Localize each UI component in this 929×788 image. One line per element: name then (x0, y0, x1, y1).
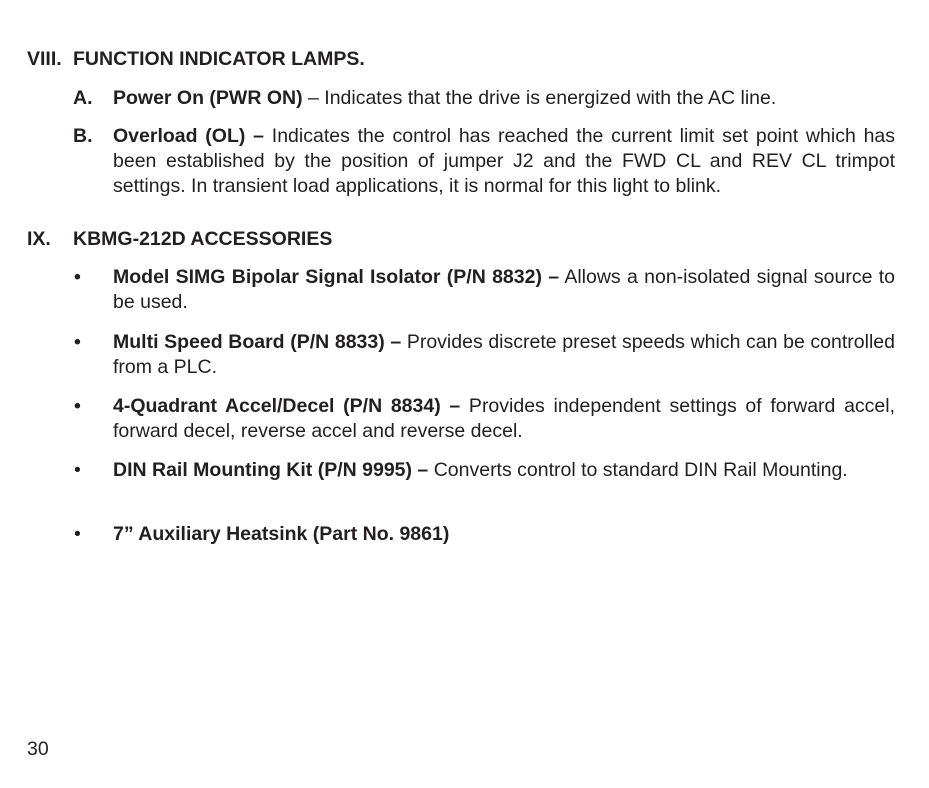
item-body (113, 330, 895, 380)
bullet-marker: • (74, 395, 81, 417)
item-body (113, 458, 895, 483)
item-lead: Multi Speed Board (P/N 8833) – (113, 331, 402, 353)
bullet-marker: • (74, 523, 81, 545)
item-body (113, 265, 895, 315)
page-number: 30 (27, 738, 49, 760)
item-lead: 7” Auxiliary Heatsink (Part No. 9861) (113, 523, 450, 545)
bullet-marker: • (74, 331, 81, 353)
list-item-accel-decel (73, 394, 895, 444)
item-lead: 4-Quadrant Accel/Decel (P/N 8834) – (113, 395, 461, 417)
list-item-overload (73, 124, 895, 199)
section-number: VIII. (27, 48, 62, 70)
item-body (113, 394, 895, 444)
item-body (113, 522, 895, 547)
list-item-signal-isolator (73, 265, 895, 315)
list-item-auxiliary-heatsink (73, 522, 895, 547)
item-body (113, 124, 895, 199)
item-marker: B. (73, 125, 93, 147)
item-text: Allows a non-isolated signal source to be used. (113, 266, 896, 313)
item-text: Provides discrete preset speeds which can be controlled from a PLC. (113, 331, 895, 378)
section-number: IX. (27, 228, 51, 250)
item-lead: Power On (PWR ON) (113, 87, 303, 109)
bullet-marker: • (74, 266, 81, 288)
item-lead: DIN Rail Mounting Kit (P/N 9995) – (113, 459, 429, 481)
list-item-power-on (73, 86, 895, 111)
section-title: KBMG-212D ACCESSORIES (73, 228, 333, 250)
item-text: Provides independent settings of forward accel, forward decel, reverse accel and reverse decel. (113, 395, 896, 442)
item-text: Indicates the control has reached the current limit set point which has been established by the position of jumper J2 and the FWD CL and REV CL trimpot settings. In transient load applications, it is normal for this light to blink. (113, 125, 896, 197)
section-heading-viii (27, 47, 365, 72)
bullet-marker: • (74, 459, 81, 481)
list-item-din-rail-kit (73, 458, 895, 483)
item-body (113, 86, 895, 111)
item-text: – Indicates that the drive is energized with the AC line. (302, 87, 777, 109)
item-lead: Model SIMG Bipolar Signal Isolator (P/N 8832) – (113, 266, 560, 288)
item-text: Converts control to standard DIN Rail Mounting. (428, 459, 848, 481)
section-title: FUNCTION INDICATOR LAMPS. (73, 48, 365, 70)
item-lead: Overload (OL) – (113, 125, 265, 147)
section-heading-ix (27, 227, 332, 252)
list-item-multi-speed-board (73, 330, 895, 380)
item-marker: A. (73, 87, 93, 109)
